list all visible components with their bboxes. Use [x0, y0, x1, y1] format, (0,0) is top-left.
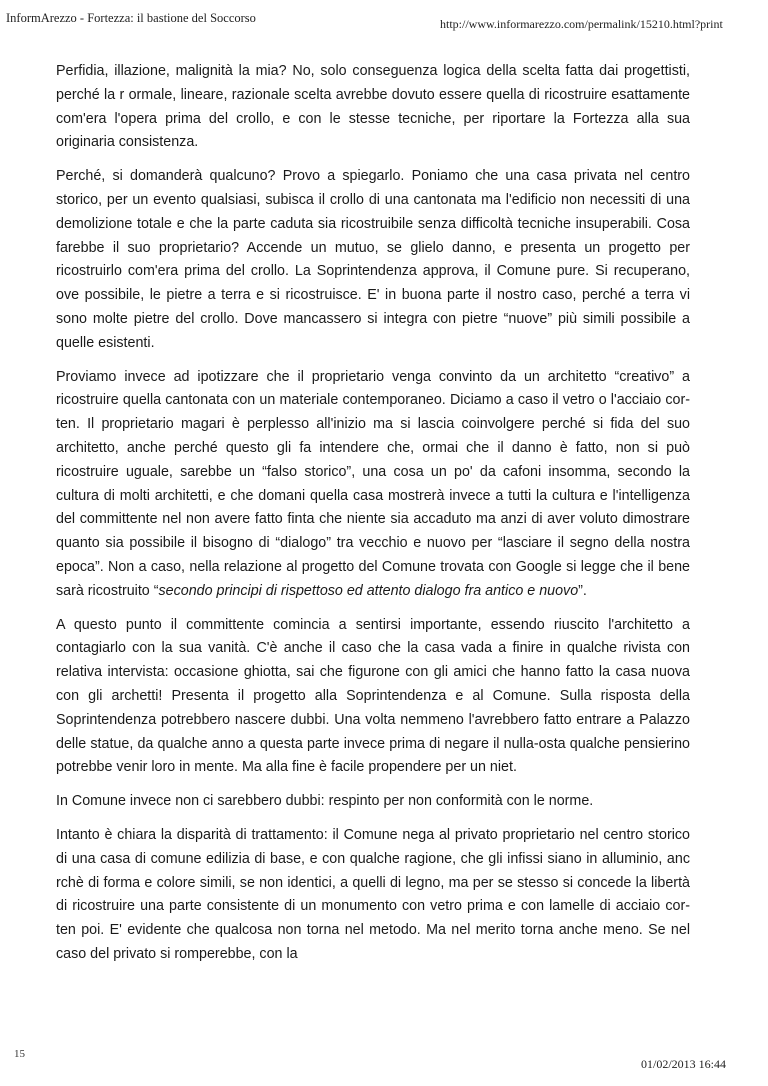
print-date: 01/02/2013 16:44 — [641, 1057, 727, 1071]
paragraph-3-text: Proviamo invece ad ipotizzare che il proprietario venga convinto da un architetto “creativo” a ricostruire quella cantonata con un materiale contemporaneo. Diciamo a caso il vetro o l'acciaio cor-ten. Il proprietario magari è perplesso all'inizio ma si lascia coinvolgere perché si fida del suo architetto, anche perché questo gli fa intendere che, ormai che il danno è fatto, non si può ricostruire uguale, sarebbe un “falso storico”, una cosa un po' da cafoni insomma, secondo la cultura di molti architetti, e che domani quella casa mostrerà invece a tutti la cultura e l'intelligenza del committente nel non avere fatto finta che niente sia accaduto ma anzi di aver voluto dimostrare quanto sia possibile il bisogno di “dialogo” tra vecchio e nuovo per “lasciare il segno della nostra epoca”. Non a caso, nella relazione al progetto del Comune trovata con Google si legge che il bene sarà ricostruito “ — [56, 368, 690, 599]
page-number: 15 — [14, 1048, 25, 1060]
print-header-url: http://www.informarezzo.com/permalink/15210.html?print — [440, 17, 723, 31]
paragraph-3-quote: secondo principi di rispettoso ed attento dialogo fra antico e nuovo — [158, 582, 579, 599]
paragraph-2: Perché, si domanderà qualcuno? Provo a spiegarlo. Poniamo che una casa privata nel centro storico, per un evento qualsiasi, subisca il crollo di una cantonata ma l'edificio non necessiti di una demolizione totale e che la parte caduta sia ricostruibile senza difficoltà tecniche insuperabili. Cosa farebbe il suo proprietario? Accende un mutuo, se glielo danno, e presenta un progetto per ricostruirlo com'era prima del crollo. La Soprintendenza approva, il Comune pure. Si recuperano, ove possibile, le pietre a terra e si ricostruisce. E' in buona parte il nostro caso, perché a terra vi sono molte pietre del crollo. Dove mancassero si integra con pietre “nuove” più simili possibile a quelle esistenti. — [56, 168, 690, 351]
paragraph-4: A questo punto il committente comincia a sentirsi importante, essendo riuscito l'architetto a contagiarlo con la sua vanità. C'è anche il caso che la casa vada a finire in qualche rivista con relativa intervista: occasione ghiotta, sai che figurone con gli amici che hanno fatto la casa nuova con gli archetti! Presenta il progetto alla Soprintendenza e al Comune. Sulla risposta della Soprintendenza potrebbero nascere dubbi. Una volta nemmeno l'avrebbero fatto entrare a Palazzo delle statue, da qualche anno a questa parte invece prima di negare il nulla-osta qualche pensierino potrebbe venir loro in mente. Ma alla fine è facile propendere per un niet. — [56, 616, 690, 776]
paragraph-3 — [56, 366, 690, 604]
paragraph-3-after: ”. — [578, 582, 587, 599]
article-body — [56, 60, 690, 977]
print-header-title: InformArezzo - Fortezza: il bastione del Soccorso — [6, 11, 256, 25]
paragraph-5: In Comune invece non ci sarebbero dubbi: respinto per non conformità con le norme. — [56, 793, 594, 810]
paragraph-6: Intanto è chiara la disparità di trattamento: il Comune nega al privato proprietario nel centro storico di una casa di comune edilizia di base, e con qualche ragione, che gli infissi siano in alluminio, anc rchè di forma e colore simili, se non identici, a quelli di legno, ma per se stesso si concede la libertà di ricostruire una parte consistente di un monumento con vetro prima e con lamelle di acciaio cor-ten poi. E' evidente che qualcosa non torna nel metodo. Ma nel merito torna anche meno. Se nel caso del privato si romperebbe, con la — [56, 826, 690, 962]
paragraph-1: Perfidia, illazione, malignità la mia? No, solo conseguenza logica della scelta fatta dai progettisti, perché la r ormale, lineare, razionale scelta avrebbe dovuto essere quella di ricostruire esattamente com'era l'opera prima del crollo, e con le stesse tecniche, per riportare la Fortezza alla sua originaria consistenza. — [56, 63, 690, 151]
